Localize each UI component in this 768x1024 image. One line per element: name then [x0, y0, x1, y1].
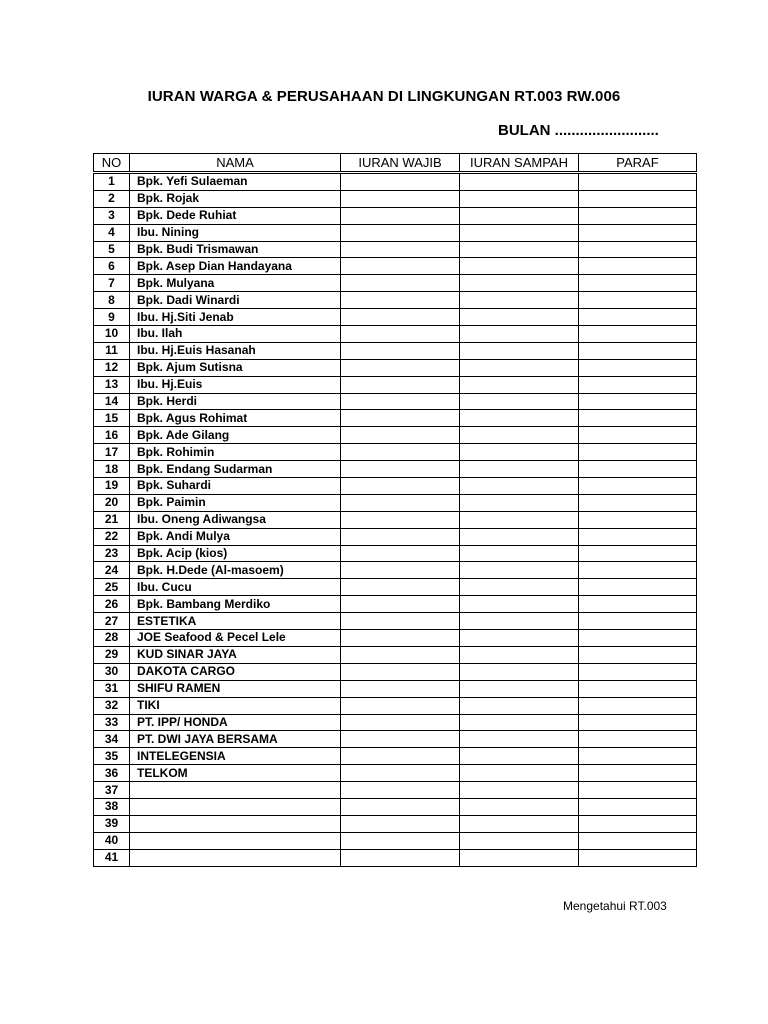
- table-row: [94, 173, 697, 191]
- iuran-sampah-cell: [460, 444, 579, 461]
- row-name: Bpk. Bambang Merdiko: [130, 596, 341, 613]
- paraf-cell: [579, 798, 697, 815]
- iuran-sampah-cell: [460, 309, 579, 326]
- iuran-sampah-cell: [460, 207, 579, 224]
- table-row: [94, 359, 697, 376]
- row-name: Bpk. Asep Dian Handayana: [130, 258, 341, 275]
- row-number: 11: [94, 342, 130, 359]
- iuran-wajib-cell: [341, 410, 460, 427]
- paraf-cell: [579, 630, 697, 647]
- iuran-wajib-cell: [341, 630, 460, 647]
- contribution-table: [93, 153, 697, 867]
- table-body: [94, 173, 697, 867]
- row-number: 38: [94, 798, 130, 815]
- iuran-sampah-cell: [460, 545, 579, 562]
- table-row: [94, 511, 697, 528]
- iuran-wajib-cell: [341, 241, 460, 258]
- table-row: [94, 646, 697, 663]
- iuran-wajib-cell: [341, 309, 460, 326]
- iuran-wajib-cell: [341, 748, 460, 765]
- column-header-nama: NAMA: [130, 154, 341, 173]
- iuran-wajib-cell: [341, 275, 460, 292]
- table-row: [94, 376, 697, 393]
- row-name: [130, 798, 341, 815]
- iuran-wajib-cell: [341, 849, 460, 866]
- iuran-sampah-cell: [460, 714, 579, 731]
- iuran-sampah-cell: [460, 798, 579, 815]
- table-row: [94, 562, 697, 579]
- row-number: 41: [94, 849, 130, 866]
- row-name: Bpk. Acip (kios): [130, 545, 341, 562]
- paraf-cell: [579, 815, 697, 832]
- iuran-wajib-cell: [341, 258, 460, 275]
- row-name: TIKI: [130, 697, 341, 714]
- iuran-wajib-cell: [341, 173, 460, 191]
- row-number: 34: [94, 731, 130, 748]
- row-number: 30: [94, 663, 130, 680]
- table-row: [94, 579, 697, 596]
- iuran-wajib-cell: [341, 680, 460, 697]
- paraf-cell: [579, 680, 697, 697]
- iuran-sampah-cell: [460, 748, 579, 765]
- row-name: ESTETIKA: [130, 613, 341, 630]
- paraf-cell: [579, 663, 697, 680]
- paraf-cell: [579, 190, 697, 207]
- iuran-sampah-cell: [460, 224, 579, 241]
- row-number: 36: [94, 765, 130, 782]
- row-number: 40: [94, 832, 130, 849]
- table-row: [94, 444, 697, 461]
- iuran-wajib-cell: [341, 663, 460, 680]
- iuran-sampah-cell: [460, 292, 579, 309]
- row-number: 31: [94, 680, 130, 697]
- row-number: 32: [94, 697, 130, 714]
- iuran-sampah-cell: [460, 680, 579, 697]
- iuran-sampah-cell: [460, 849, 579, 866]
- row-name: Ibu. Oneng Adiwangsa: [130, 511, 341, 528]
- table-row: [94, 275, 697, 292]
- table-row: [94, 798, 697, 815]
- table-row: [94, 461, 697, 478]
- paraf-cell: [579, 579, 697, 596]
- iuran-sampah-cell: [460, 241, 579, 258]
- table-row: [94, 326, 697, 343]
- row-number: 17: [94, 444, 130, 461]
- table-row: [94, 241, 697, 258]
- table-header-row: [94, 154, 697, 173]
- table-row: [94, 258, 697, 275]
- iuran-sampah-cell: [460, 815, 579, 832]
- paraf-cell: [579, 376, 697, 393]
- table-row: [94, 410, 697, 427]
- row-name: Ibu. Ilah: [130, 326, 341, 343]
- row-name: Bpk. Ade Gilang: [130, 427, 341, 444]
- iuran-sampah-cell: [460, 427, 579, 444]
- paraf-cell: [579, 697, 697, 714]
- iuran-wajib-cell: [341, 545, 460, 562]
- row-name: Bpk. Dede Ruhiat: [130, 207, 341, 224]
- iuran-wajib-cell: [341, 511, 460, 528]
- row-name: Bpk. Ajum Sutisna: [130, 359, 341, 376]
- iuran-wajib-cell: [341, 579, 460, 596]
- paraf-cell: [579, 478, 697, 495]
- row-name: Bpk. Endang Sudarman: [130, 461, 341, 478]
- row-number: 10: [94, 326, 130, 343]
- iuran-sampah-cell: [460, 393, 579, 410]
- row-number: 21: [94, 511, 130, 528]
- paraf-cell: [579, 832, 697, 849]
- iuran-wajib-cell: [341, 393, 460, 410]
- iuran-sampah-cell: [460, 663, 579, 680]
- row-number: 35: [94, 748, 130, 765]
- row-name: TELKOM: [130, 765, 341, 782]
- row-name: JOE Seafood & Pecel Lele: [130, 630, 341, 647]
- paraf-cell: [579, 342, 697, 359]
- iuran-wajib-cell: [341, 224, 460, 241]
- paraf-cell: [579, 562, 697, 579]
- row-number: 15: [94, 410, 130, 427]
- row-name: [130, 832, 341, 849]
- row-number: 18: [94, 461, 130, 478]
- row-number: 39: [94, 815, 130, 832]
- row-name: [130, 849, 341, 866]
- row-name: Ibu. Nining: [130, 224, 341, 241]
- iuran-sampah-cell: [460, 359, 579, 376]
- paraf-cell: [579, 511, 697, 528]
- row-number: 25: [94, 579, 130, 596]
- iuran-sampah-cell: [460, 258, 579, 275]
- row-number: 4: [94, 224, 130, 241]
- paraf-cell: [579, 714, 697, 731]
- paraf-cell: [579, 494, 697, 511]
- row-name: Bpk. H.Dede (Al-masoem): [130, 562, 341, 579]
- row-number: 24: [94, 562, 130, 579]
- row-number: 29: [94, 646, 130, 663]
- table-row: [94, 782, 697, 799]
- row-number: 7: [94, 275, 130, 292]
- month-label: BULAN .........................: [498, 122, 659, 139]
- table-row: [94, 630, 697, 647]
- row-name: PT. IPP/ HONDA: [130, 714, 341, 731]
- table-row: [94, 528, 697, 545]
- iuran-sampah-cell: [460, 461, 579, 478]
- iuran-wajib-cell: [341, 731, 460, 748]
- row-name: [130, 815, 341, 832]
- table-row: [94, 613, 697, 630]
- paraf-cell: [579, 528, 697, 545]
- iuran-wajib-cell: [341, 596, 460, 613]
- iuran-sampah-cell: [460, 511, 579, 528]
- row-name: Ibu. Hj.Siti Jenab: [130, 309, 341, 326]
- iuran-wajib-cell: [341, 190, 460, 207]
- table-row: [94, 832, 697, 849]
- iuran-sampah-cell: [460, 326, 579, 343]
- paraf-cell: [579, 444, 697, 461]
- iuran-wajib-cell: [341, 815, 460, 832]
- row-number: 13: [94, 376, 130, 393]
- iuran-sampah-cell: [460, 494, 579, 511]
- row-number: 27: [94, 613, 130, 630]
- iuran-wajib-cell: [341, 782, 460, 799]
- table-row: [94, 849, 697, 866]
- iuran-sampah-cell: [460, 832, 579, 849]
- iuran-sampah-cell: [460, 697, 579, 714]
- row-name: Ibu. Cucu: [130, 579, 341, 596]
- iuran-wajib-cell: [341, 207, 460, 224]
- table-row: [94, 714, 697, 731]
- paraf-cell: [579, 326, 697, 343]
- table-row: [94, 427, 697, 444]
- paraf-cell: [579, 359, 697, 376]
- row-number: 9: [94, 309, 130, 326]
- paraf-cell: [579, 646, 697, 663]
- paraf-cell: [579, 241, 697, 258]
- iuran-wajib-cell: [341, 697, 460, 714]
- iuran-wajib-cell: [341, 444, 460, 461]
- paraf-cell: [579, 309, 697, 326]
- iuran-sampah-cell: [460, 782, 579, 799]
- row-number: 26: [94, 596, 130, 613]
- iuran-wajib-cell: [341, 342, 460, 359]
- row-name: Bpk. Agus Rohimat: [130, 410, 341, 427]
- column-header-iuran-wajib: IURAN WAJIB: [341, 154, 460, 173]
- iuran-wajib-cell: [341, 359, 460, 376]
- iuran-wajib-cell: [341, 461, 460, 478]
- document-title: IURAN WARGA & PERUSAHAAN DI LINGKUNGAN RT.003 RW.006: [147, 88, 621, 105]
- table-row: [94, 207, 697, 224]
- iuran-wajib-cell: [341, 376, 460, 393]
- row-number: 14: [94, 393, 130, 410]
- iuran-sampah-cell: [460, 342, 579, 359]
- paraf-cell: [579, 545, 697, 562]
- iuran-wajib-cell: [341, 326, 460, 343]
- iuran-wajib-cell: [341, 478, 460, 495]
- row-number: 37: [94, 782, 130, 799]
- paraf-cell: [579, 731, 697, 748]
- table-row: [94, 224, 697, 241]
- iuran-sampah-cell: [460, 562, 579, 579]
- table-row: [94, 680, 697, 697]
- table-row: [94, 478, 697, 495]
- paraf-cell: [579, 275, 697, 292]
- iuran-sampah-cell: [460, 410, 579, 427]
- iuran-wajib-cell: [341, 765, 460, 782]
- row-number: 6: [94, 258, 130, 275]
- paraf-cell: [579, 207, 697, 224]
- row-number: 33: [94, 714, 130, 731]
- row-name: Bpk. Paimin: [130, 494, 341, 511]
- iuran-sampah-cell: [460, 630, 579, 647]
- row-number: 19: [94, 478, 130, 495]
- iuran-wajib-cell: [341, 494, 460, 511]
- table-row: [94, 309, 697, 326]
- row-name: Bpk. Rojak: [130, 190, 341, 207]
- iuran-wajib-cell: [341, 832, 460, 849]
- row-name: Bpk. Andi Mulya: [130, 528, 341, 545]
- iuran-sampah-cell: [460, 275, 579, 292]
- row-name: Bpk. Yefi Sulaeman: [130, 173, 341, 191]
- iuran-sampah-cell: [460, 173, 579, 191]
- row-name: Bpk. Rohimin: [130, 444, 341, 461]
- row-number: 23: [94, 545, 130, 562]
- table-row: [94, 765, 697, 782]
- paraf-cell: [579, 849, 697, 866]
- iuran-wajib-cell: [341, 798, 460, 815]
- row-number: 20: [94, 494, 130, 511]
- paraf-cell: [579, 461, 697, 478]
- iuran-wajib-cell: [341, 427, 460, 444]
- row-name: KUD SINAR JAYA: [130, 646, 341, 663]
- row-name: INTELEGENSIA: [130, 748, 341, 765]
- row-number: 3: [94, 207, 130, 224]
- iuran-wajib-cell: [341, 714, 460, 731]
- row-number: 5: [94, 241, 130, 258]
- row-number: 8: [94, 292, 130, 309]
- row-name: Bpk. Suhardi: [130, 478, 341, 495]
- table-row: [94, 393, 697, 410]
- paraf-cell: [579, 748, 697, 765]
- acknowledgement-label: Mengetahui RT.003: [563, 899, 667, 913]
- iuran-wajib-cell: [341, 528, 460, 545]
- row-name: Ibu. Hj.Euis Hasanah: [130, 342, 341, 359]
- paraf-cell: [579, 427, 697, 444]
- row-name: Bpk. Mulyana: [130, 275, 341, 292]
- paraf-cell: [579, 292, 697, 309]
- paraf-cell: [579, 596, 697, 613]
- iuran-sampah-cell: [460, 376, 579, 393]
- row-name: SHIFU RAMEN: [130, 680, 341, 697]
- table-row: [94, 190, 697, 207]
- iuran-wajib-cell: [341, 562, 460, 579]
- table-row: [94, 494, 697, 511]
- iuran-sampah-cell: [460, 190, 579, 207]
- iuran-wajib-cell: [341, 646, 460, 663]
- row-number: 2: [94, 190, 130, 207]
- row-number: 1: [94, 173, 130, 191]
- table-row: [94, 342, 697, 359]
- iuran-sampah-cell: [460, 613, 579, 630]
- row-name: Ibu. Hj.Euis: [130, 376, 341, 393]
- iuran-sampah-cell: [460, 731, 579, 748]
- row-number: 16: [94, 427, 130, 444]
- iuran-sampah-cell: [460, 478, 579, 495]
- table-row: [94, 815, 697, 832]
- iuran-sampah-cell: [460, 646, 579, 663]
- iuran-sampah-cell: [460, 528, 579, 545]
- iuran-wajib-cell: [341, 292, 460, 309]
- row-number: 28: [94, 630, 130, 647]
- column-header-iuran-sampah: IURAN SAMPAH: [460, 154, 579, 173]
- paraf-cell: [579, 613, 697, 630]
- table-row: [94, 731, 697, 748]
- iuran-wajib-cell: [341, 613, 460, 630]
- table-row: [94, 596, 697, 613]
- iuran-sampah-cell: [460, 765, 579, 782]
- paraf-cell: [579, 258, 697, 275]
- row-name: Bpk. Budi Trismawan: [130, 241, 341, 258]
- column-header-no: NO: [94, 154, 130, 173]
- table-row: [94, 663, 697, 680]
- table-row: [94, 292, 697, 309]
- row-number: 22: [94, 528, 130, 545]
- iuran-sampah-cell: [460, 579, 579, 596]
- table-row: [94, 545, 697, 562]
- paraf-cell: [579, 410, 697, 427]
- row-number: 12: [94, 359, 130, 376]
- column-header-paraf: PARAF: [579, 154, 697, 173]
- paraf-cell: [579, 393, 697, 410]
- paraf-cell: [579, 224, 697, 241]
- paraf-cell: [579, 782, 697, 799]
- row-name: DAKOTA CARGO: [130, 663, 341, 680]
- paraf-cell: [579, 765, 697, 782]
- paraf-cell: [579, 173, 697, 191]
- row-name: Bpk. Dadi Winardi: [130, 292, 341, 309]
- table-row: [94, 748, 697, 765]
- row-name: PT. DWI JAYA BERSAMA: [130, 731, 341, 748]
- row-name: Bpk. Herdi: [130, 393, 341, 410]
- table-row: [94, 697, 697, 714]
- row-name: [130, 782, 341, 799]
- iuran-sampah-cell: [460, 596, 579, 613]
